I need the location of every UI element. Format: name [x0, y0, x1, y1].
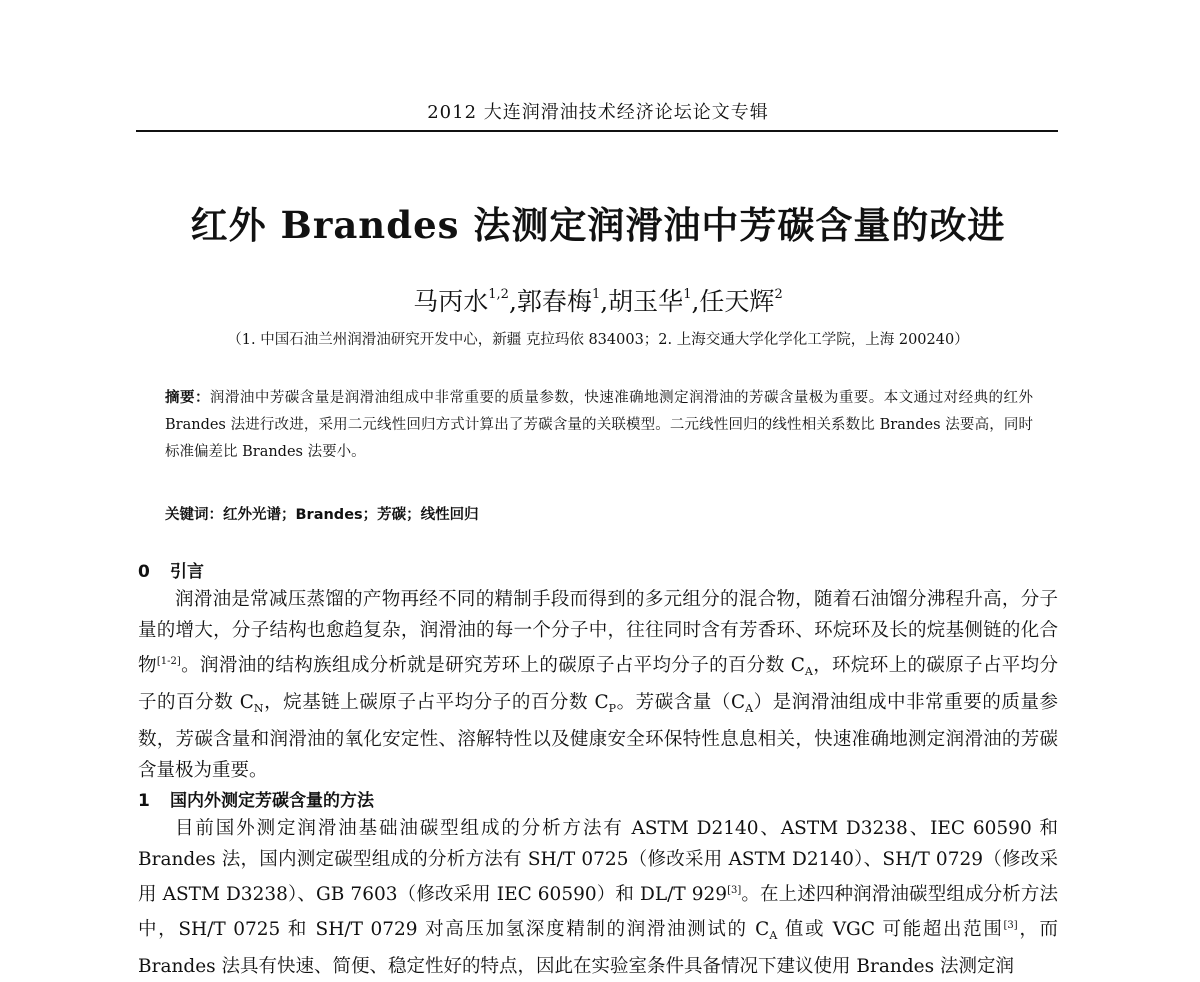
author-separator: , — [508, 287, 517, 316]
subscript: A — [804, 665, 813, 678]
text-run: ，烷基链上碳原子占平均分子的百分数 C — [263, 692, 609, 713]
section-title: 引言 — [170, 562, 204, 582]
citation: [1-2] — [156, 656, 181, 667]
text-run: ）是润滑油组成中非常重要的质量参数，芳碳含量和润滑油的氧化安定性、溶解特性以及健康安全环保特性息息相关，快速准确地测定润滑油的芳碳含量极为重要。 — [138, 692, 1058, 781]
text-run: 值或 VGC 可能超出范围 — [777, 919, 1004, 940]
subscript: N — [253, 702, 264, 715]
author-affil-mark: 2 — [774, 287, 783, 302]
abstract — [165, 385, 1033, 466]
section-number: 1 — [138, 791, 150, 811]
citation: [3] — [727, 885, 742, 896]
author-name: 任天辉 — [699, 287, 775, 316]
subscript: A — [745, 702, 754, 715]
abstract-label: 摘要： — [165, 390, 210, 406]
keywords-label: 关键词： — [165, 507, 223, 523]
text-run: 润滑油是常减压蒸馏的产物再经不同的精制手段而得到的多元组分的混合物，随着石油馏分沸程升高，分子量的增大，分子结构也愈趋复杂，润滑油的每一个分子中，往往同时含有芳香环、环烷环及长的烷基侧链的化合物 — [138, 589, 1058, 676]
paragraph — [138, 813, 1058, 982]
paragraph — [138, 584, 1058, 786]
citation: [3] — [1003, 920, 1018, 931]
section-title: 国内外测定芳碳含量的方法 — [170, 791, 374, 811]
author-affil-mark: 1 — [591, 287, 601, 302]
text-run: 目前国外测定润滑油基础油碳型组成的分析方法有 ASTM D2140、ASTM D3238、IEC 60590 和 Brandes 法，国内测定碳型组成的分析方法有 SH/T 0725（修改采用 ASTM D2140）、SH/T 0729（修改采用 ASTM D3238）、GB 7603（修改采用 IEC 60590）和 DL/T 929 — [138, 818, 1058, 905]
author-affil-mark: 1,2 — [488, 287, 509, 302]
subscript: A — [769, 929, 778, 942]
section-heading-intro — [138, 557, 204, 582]
keywords-text: 红外光谱；Brandes；芳碳；线性回归 — [223, 507, 479, 523]
author-list — [138, 282, 1058, 318]
text-run: ，环烷环上的碳原子占平均分子的百分数 C — [138, 655, 1058, 713]
author-name: 马丙水 — [413, 287, 489, 316]
author-affil-mark: 1 — [683, 287, 692, 302]
text-run: 。润滑油的结构族组成分析就是研究芳环上的碳原子占平均分子的百分数 C — [180, 655, 805, 676]
paper-title: 红外 Brandes 法测定润滑油中芳碳含量的改进 — [190, 203, 1006, 247]
author-separator: , — [691, 287, 700, 316]
running-header: 2012 大连润滑油技术经济论坛论文专辑 — [427, 102, 769, 123]
subscript: P — [608, 702, 617, 715]
author-name: 胡玉华 — [608, 287, 684, 316]
author-name: 郭春梅 — [516, 287, 592, 316]
author-separator: , — [600, 287, 609, 316]
text-run: 。在上述四种润滑油碳型组成分析方法中，SH/T 0725 和 SH/T 0729 对高压加氢深度精制的润滑油测试的 C — [138, 884, 1058, 940]
text-run: 。芳碳含量（C — [616, 692, 746, 713]
header-rule — [136, 130, 1058, 132]
section-body-methods — [138, 813, 1058, 982]
abstract-text: 润滑油中芳碳含量是润滑油组成中非常重要的质量参数，快速准确地测定润滑油的芳碳含量极为重要。本文通过对经典的红外 Brandes 法进行改进，采用二元线性回归方式计算出了芳碳含量的关联模型。二元线性回归的线性相关系数比 Brandes 法要高，同时标准偏差比 Brandes 法要小。 — [165, 390, 1033, 460]
keywords — [165, 503, 479, 524]
section-heading-methods — [138, 786, 374, 811]
section-number: 0 — [138, 562, 150, 582]
text-run: ，而 Brandes 法具有快速、简便、稳定性好的特点，因此在实验室条件具备情况下建议使用 Brandes 法测定润 — [138, 919, 1058, 977]
affiliations: （1. 中国石油兰州润滑油研究开发中心，新疆 克拉玛依 834003；2. 上海交通大学化学化工学院，上海 200240） — [227, 332, 969, 348]
section-body-intro — [138, 584, 1058, 786]
